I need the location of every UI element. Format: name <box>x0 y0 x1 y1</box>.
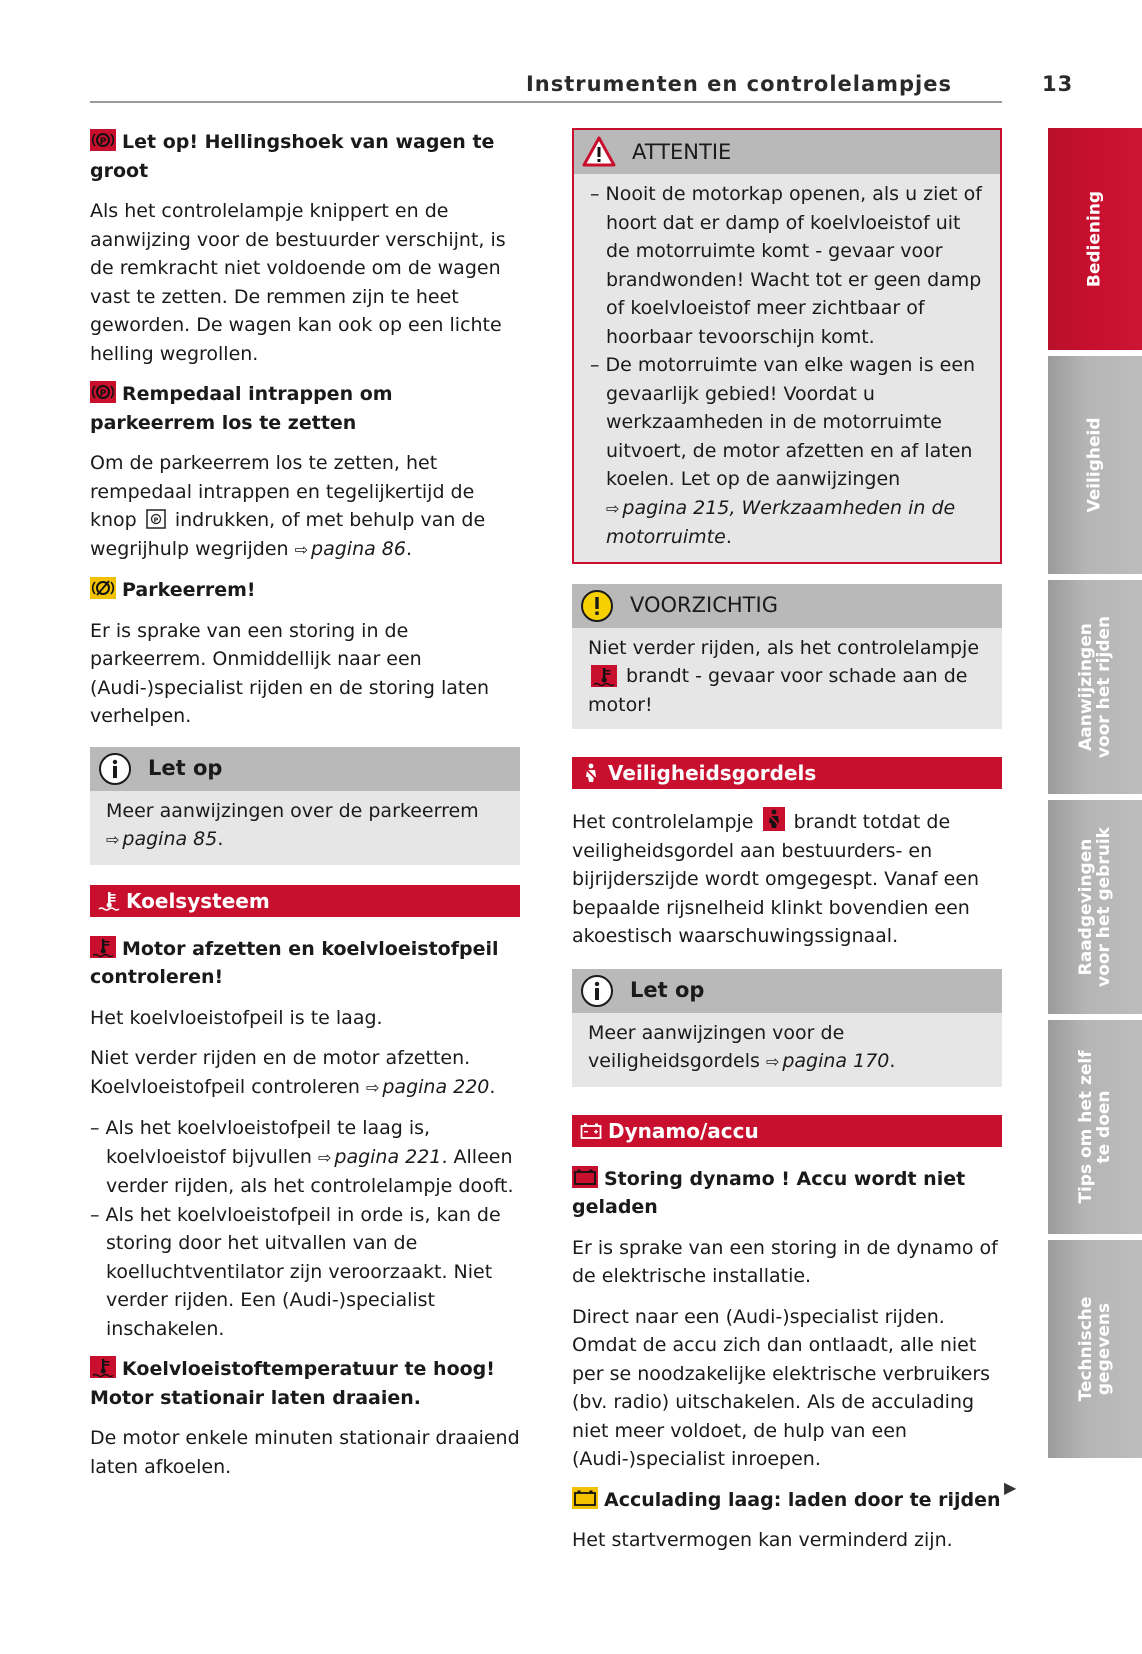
note-box-header: Let op <box>572 969 1002 1013</box>
warning-text: Het koelvloeistofpeil is te laag. <box>90 1006 383 1029</box>
tab-raadgevingen-voor-het-gebruik[interactable]: Raadgevingen voor het gebruik <box>1048 800 1142 1014</box>
chapter-title: Instrumenten en controlelampjes <box>525 72 952 96</box>
warning-heading: P Rempedaal intrappen om parkeerrem los te zetten <box>90 383 393 434</box>
coolant-red-icon <box>90 936 116 958</box>
warning-heading: P Let op! Hellingshoek van wagen te groot <box>90 131 495 182</box>
seatbelt-red-icon <box>763 807 785 831</box>
warning-text: Er is sprake van een storing in de dynamo of de elektrische installatie. <box>572 1236 998 1287</box>
seatbelt-text: Het controlelampje brandt totdat de veiligheidsgordel aan bestuurders- en bijrijderszijde wordt omgegespt. Vanaf een bepaalde rijsnelheid klinkt bovendien een akoestisch waarschuwingssignaal. <box>572 807 1002 951</box>
seatbelt-icon <box>580 763 602 783</box>
caution-box-body: Niet verder rijden, als het controlelampje brandt - gevaar voor schade aan de motor! <box>588 636 980 716</box>
caution-box <box>572 584 1002 730</box>
warning-heading: Koelvloeistoftemperatuur te hoog! Motor stationair laten draaien. <box>90 1358 495 1409</box>
page-reference-link[interactable]: ⇨ pagina 86 <box>294 537 406 560</box>
warning-heading: Storing dynamo ! Accu wordt niet geladen <box>572 1167 966 1218</box>
tab-veiligheid[interactable]: Veiligheid <box>1048 356 1142 574</box>
battery-red-icon <box>572 1166 598 1188</box>
parking-brake-red-icon <box>90 381 116 403</box>
warning-text: Er is sprake van een storing in de parkeerrem. Onmiddellijk naar een (Audi-)specialist rijden en de storing laten verhelpen. <box>90 619 490 727</box>
list-item: – Nooit de motorkap openen, als u ziet of hoort dat er damp of koelvloeistof uit de motorruimte komt - gevaar voor brandwonden! Wacht tot er geen damp of koelvloeistof meer zichtbaar of hoorbaar tevoorschijn komt. <box>590 183 982 348</box>
svg-text:P: P <box>99 389 107 399</box>
section-bar-koelsysteem: Koelsysteem <box>90 885 520 917</box>
warning-text: De motor enkele minuten stationair draaiend laten afkoelen. <box>90 1427 520 1478</box>
warning-triangle-icon <box>582 135 616 169</box>
page-reference-link[interactable]: ⇨ pagina 215, Werkzaamheden in de motorruimte <box>606 496 956 548</box>
instruction-list <box>90 1114 520 1343</box>
tab-technische-gegevens[interactable]: Technische gegevens <box>1048 1240 1142 1458</box>
list-item: – De motorruimte van elke wagen is een gevaarlijk gebied! Voordat u werkzaamheden in de motorruimte uitvoert, de motor afzetten en af laten koelen. Let op de aanwijzingen ⇨ pagina 215, Werkzaamheden in de motorruimte. <box>590 354 976 548</box>
tab-aanwijzingen-voor-het-rijden[interactable]: Aanwijzingen voor het rijden <box>1048 580 1142 794</box>
list-item: – Als het koelvloeistofpeil te laag is, koelvloeistof bijvullen ⇨ pagina 221. Alleen verder rijden, als het controlelampje dooft. <box>90 1117 514 1197</box>
page-number: 13 <box>1042 72 1074 96</box>
warning-heading: Acculading laag: laden door te rijden <box>572 1486 1002 1515</box>
caution-box-header: VOORZICHTIG <box>572 584 1002 628</box>
battery-yellow-icon <box>572 1487 598 1509</box>
attention-box <box>572 128 1002 564</box>
warning-text: Het startvermogen kan verminderd zijn. <box>572 1529 953 1551</box>
tab-tips-om-het-zelf-te-doen[interactable]: Tips om het zelf te doen <box>1048 1020 1142 1234</box>
section-bar-veiligheidsgordels: Veiligheidsgordels <box>572 757 1002 789</box>
svg-text:P: P <box>153 516 159 524</box>
note-box <box>90 747 520 865</box>
page-reference-link[interactable]: ⇨ pagina 170 <box>765 1050 890 1072</box>
right-column <box>572 128 1002 1567</box>
page-reference-link[interactable]: ⇨ pagina 85 <box>106 828 218 850</box>
parking-brake-yellow-icon <box>90 577 116 599</box>
warning-text: Direct naar een (Audi-)specialist rijden. Omdat de accu zich dan ontlaadt, alle niet per se noodzakelijke elektrische verbruikers (bv. radio) uitschakelen. Als de acculading niet meer voldoet, de hulp van een (Audi-)specialist inroepen. <box>572 1305 991 1470</box>
coolant-icon <box>98 891 120 911</box>
attention-box-header: ATTENTIE <box>574 130 1000 174</box>
warning-heading: Parkeerrem! <box>90 576 520 605</box>
parking-brake-red-icon <box>90 129 116 151</box>
continue-arrow-icon[interactable]: ▶ <box>1004 1478 1017 1497</box>
left-column <box>90 128 520 1493</box>
warning-text: Als het controlelampje knippert en de aanwijzing voor de bestuurder verschijnt, is de remkracht niet voldoende om de wagen vast te zetten. De remmen zijn te heet geworden. De wagen kan ook op een lichte helling wegrollen. <box>90 200 506 365</box>
note-box-header: Let op <box>90 747 520 791</box>
section-bar-dynamo-accu: Dynamo/accu <box>572 1115 1002 1147</box>
list-item: – Als het koelvloeistofpeil in orde is, kan de storing door het uitvallen van de koelluchtventilator zijn veroorzaakt. Niet verder rijden. Een (Audi-)specialist inschakelen. <box>90 1203 501 1340</box>
attention-box-body <box>574 174 1000 562</box>
svg-text:P: P <box>99 137 107 147</box>
coolant-red-icon <box>90 1356 116 1378</box>
warning-text: Om de parkeerrem los te zetten, het rempedaal intrappen en tegelijkertijd de knop P indrukken, of met behulp van de wegrijhulp wegrijden ⇨ pagina 86. <box>90 452 486 560</box>
note-box <box>572 969 1002 1087</box>
info-icon <box>580 974 614 1008</box>
page-reference-link[interactable]: ⇨ pagina 221 <box>317 1145 442 1168</box>
info-icon <box>98 752 132 786</box>
note-box-body: Meer aanwijzingen over de parkeerrem ⇨ pagina 85. <box>106 799 479 850</box>
note-box-body: Meer aanwijzingen voor de veiligheidsgordels ⇨ pagina 170. <box>588 1021 896 1072</box>
battery-icon <box>580 1121 602 1141</box>
warning-text: Niet verder rijden en de motor afzetten. Koelvloeistofpeil controleren ⇨ pagina 220. <box>90 1047 496 1098</box>
exclamation-circle-icon <box>580 589 614 623</box>
page-reference-link[interactable]: ⇨ pagina 220 <box>365 1075 490 1098</box>
coolant-red-icon <box>591 665 617 685</box>
tab-bediening[interactable]: Bediening <box>1048 128 1142 350</box>
warning-heading: Motor afzetten en koelvloeistofpeil controleren! <box>90 937 499 988</box>
header-divider <box>90 101 1002 103</box>
parking-button-icon <box>146 509 166 529</box>
